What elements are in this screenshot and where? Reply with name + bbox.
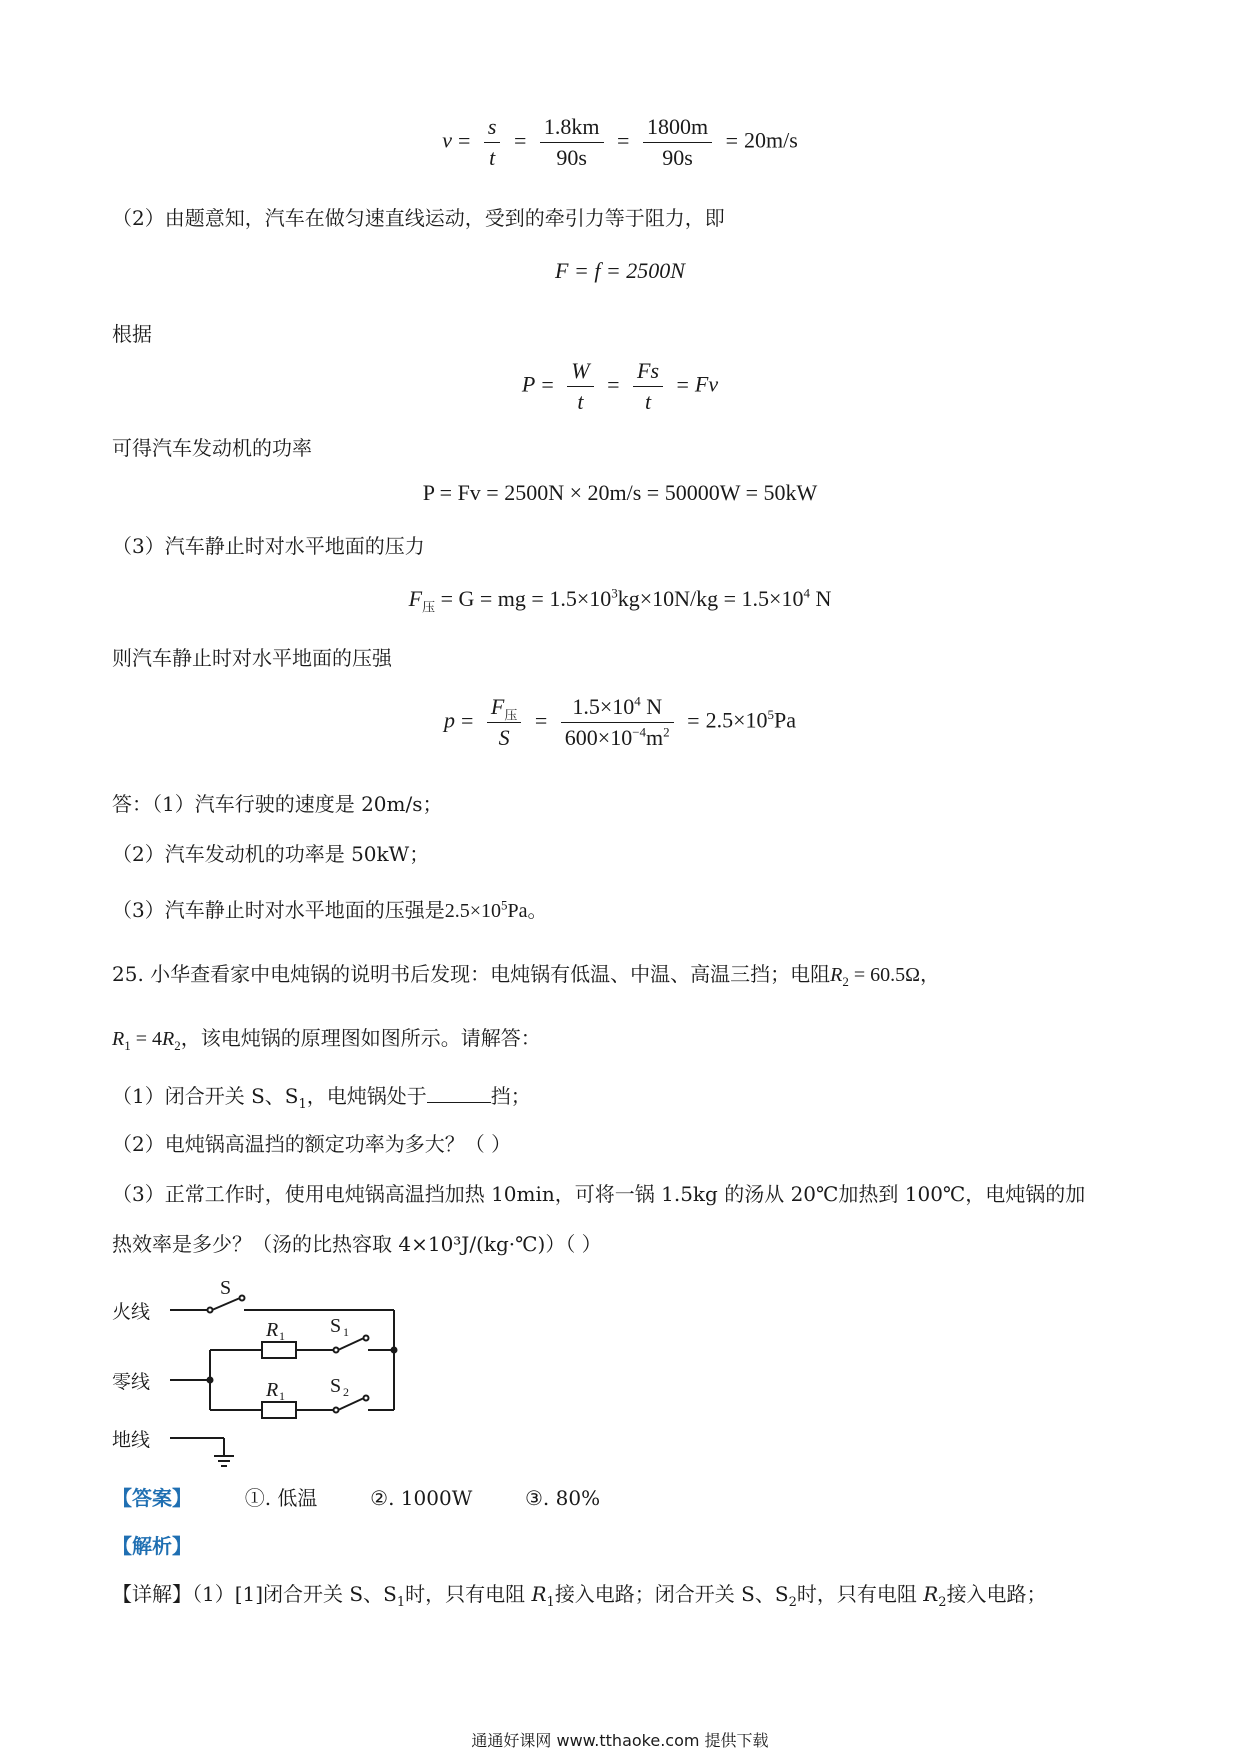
equation-velocity: v = $\frac{s}{t}$ = $\frac{1.8km}{90s}$ = $\frac{1800m}{90s}$ = 20m/s (0, 112, 1240, 173)
q25-sub3-line2: 热效率是多少？（汤的比热容取 4×10³J/(kg·℃)）（ ） (112, 1232, 602, 1256)
text-genju: 根据 (112, 322, 152, 346)
text-pressure: 则汽车静止时对水平地面的压强 (112, 646, 392, 670)
equation-power-def: P = $\frac{W}{t}$ = $\frac{Fs}{t}$ = Fv (0, 356, 1240, 417)
label-neutral: 零线 (112, 1371, 151, 1393)
label-ground: 地线 (112, 1429, 151, 1451)
q25-line2: $R_1 = 4R_2$，该电炖锅的原理图如图所示。请解答： (112, 1026, 541, 1053)
equation-pressure: p = $\frac{F_压}{S}$ = $\frac{1.5\times 10^4 N}{600\times 10^{-4}m^2}$ = $2.5\times 10^5Pa$ (0, 692, 1240, 753)
svg-text:1: 1 (279, 1329, 285, 1343)
switch-s1-blade (338, 1338, 364, 1350)
answer-blank[interactable] (427, 1084, 491, 1103)
answer-key (112, 1484, 600, 1512)
label-s: S (220, 1277, 232, 1299)
switch-s2-blade (338, 1398, 364, 1410)
svg-text:1: 1 (279, 1389, 285, 1403)
label-r1-upper: R (266, 1319, 279, 1341)
fraction-s-over-t: $\frac{s}{t}$ (484, 112, 501, 173)
label-s2: S (330, 1375, 342, 1397)
resistor-r1-upper (262, 1342, 296, 1358)
text-part2: （2）由题意知，汽车在做匀速直线运动，受到的牵引力等于阻力，即 (112, 206, 725, 230)
fraction-fs-over-t: $\frac{Fs}{t}$ (633, 356, 663, 417)
label-r1-lower: R (266, 1379, 279, 1401)
q25-sub1: （1）闭合开关 S、$S_1$，电炖锅处于 挡； (112, 1084, 531, 1112)
answer-3: ③. 80% (524, 1486, 601, 1510)
answer-2: ②. 1000W (370, 1486, 473, 1510)
fraction-numeric-pressure: $\frac{1.5\times 10^4 N}{600\times 10^{-4}m^2}$ (561, 692, 674, 753)
fraction-1.8km-over-90s: $\frac{1.8km}{90s}$ (540, 112, 604, 173)
label-live: 火线 (112, 1301, 151, 1323)
page-footer: 通通好课网 www.tthaoke.com 提供下载 (471, 1731, 769, 1750)
equation-power-value: P = Fv = 2500N × 20m/s = 50000W = 50kW (422, 480, 818, 505)
answer-tag: 【答案】 (112, 1486, 192, 1510)
circuit-diagram (112, 1270, 432, 1470)
resistor-r1-lower (262, 1402, 296, 1418)
text-power: 可得汽车发动机的功率 (112, 436, 312, 460)
svg-text:1: 1 (343, 1325, 349, 1339)
equation-pressure-force: $F_压 = G$ = mg = $1.5\times 10^3kg\times 10N/kg = 1.5\times 10^4$ N (408, 585, 832, 615)
label-s1: S (330, 1315, 342, 1337)
svg-text:2: 2 (343, 1385, 349, 1399)
fraction-f-over-s: $\frac{F_压}{S}$ (487, 692, 521, 753)
fraction-w-over-t: $\frac{W}{t}$ (567, 356, 593, 417)
answer-line-2: （2）汽车发动机的功率是 50kW； (112, 842, 430, 866)
fraction-1800m-over-90s: $\frac{1800m}{90s}$ (643, 112, 712, 173)
answer-line-3: （3）汽车静止时对水平地面的压强是$2.5\times 10^5Pa$。 (112, 897, 548, 922)
detail-line: 【详解】（1）[1]闭合开关 S、$S_1$时，只有电阻 $R_1$接入电路；闭合开关 S、$S_2$时，只有电阻 $R_2$接入电路； (112, 1582, 1047, 1610)
var-v: v (442, 127, 452, 153)
switch-s-blade (212, 1298, 240, 1310)
text-part3: （3）汽车静止时对水平地面的压力 (112, 534, 425, 558)
analysis-heading: 【解析】 (112, 1534, 192, 1558)
velocity-result: 20m/s (743, 127, 798, 153)
q25-sub2: （2）电炖锅高温挡的额定功率为多大？（ ） (112, 1132, 512, 1156)
q25-line1: 25. 小华查看家中电炖锅的说明书后发现：电炖锅有低温、中温、高温三挡；电阻$R_2 = 60.5\Omega$， (112, 962, 941, 989)
q25-sub3-line1: （3）正常工作时，使用电炖锅高温挡加热 10min，可将一锅 1.5kg 的汤从 20℃加热到 100℃，电炖锅的加 (112, 1182, 1086, 1206)
answer-line-1: 答：（1）汽车行驶的速度是 20m/s； (112, 792, 443, 816)
equation-force: F = f = 2500N (555, 258, 685, 283)
answer-1: ①. 低温 (244, 1486, 318, 1510)
